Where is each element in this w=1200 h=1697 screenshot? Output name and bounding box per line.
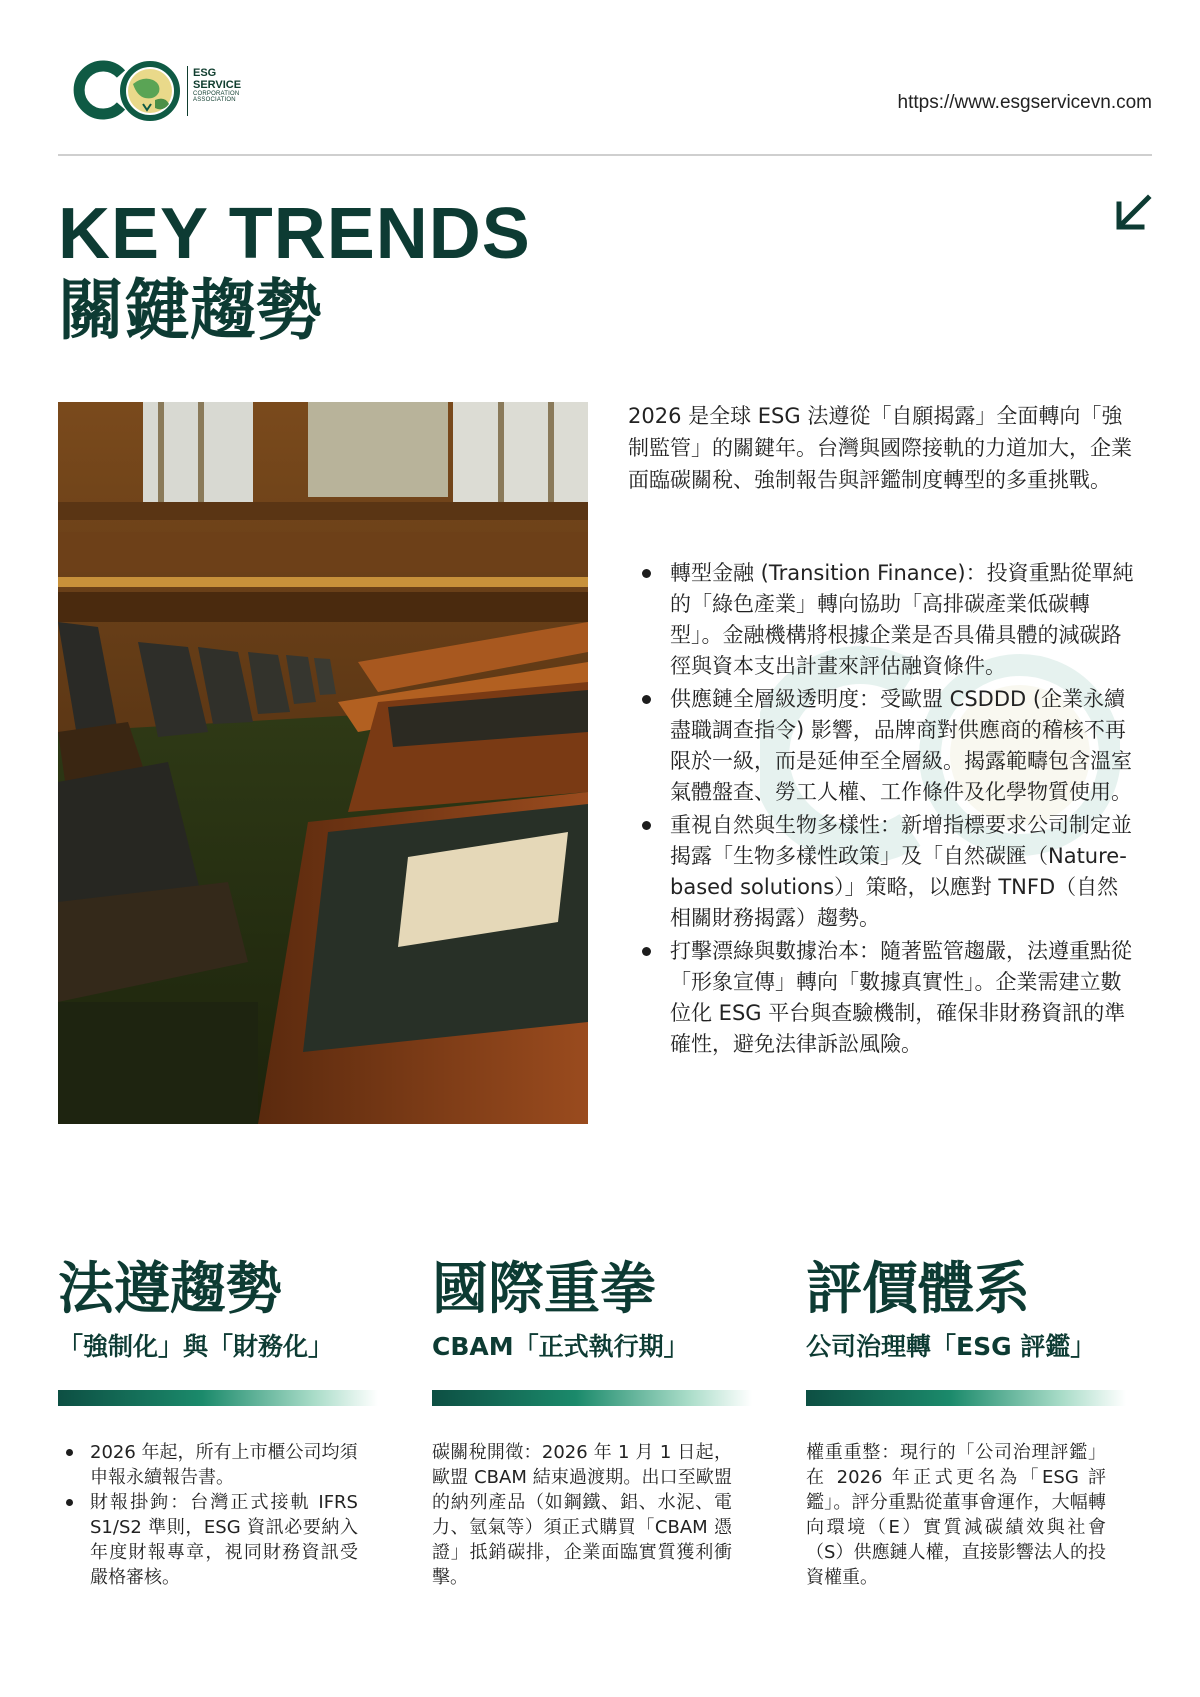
column-body: 權重重整：現行的「公司治理評鑑」在 2026 年正式更名為「ESG 評鑑」。評分重點從董事會運作，大幅轉向環境（E）實質減碳績效與社會（S）供應鏈人權，直接影響法人的投資權重。 (806, 1442, 1106, 1588)
column-subtitle: 公司治理轉「ESG 評鑑」 (806, 1332, 1096, 1361)
arrow-down-left-icon (1112, 192, 1154, 234)
rating-system-column (806, 1257, 1126, 1588)
logo-line-2: SERVICE (193, 78, 242, 91)
gradient-bar (806, 1390, 1126, 1406)
logo-line-4: ASSOCIATION (193, 97, 236, 104)
bullet-dot (642, 947, 651, 956)
globe-icon (119, 60, 181, 122)
list-item (58, 1440, 358, 1490)
bullet-dot (66, 1449, 73, 1456)
bullet-dot (66, 1499, 73, 1506)
logo-line-3: CORPORATION (193, 91, 240, 98)
list-item (638, 558, 1134, 682)
list-item (58, 1490, 358, 1590)
page-title-zh: 關鍵趨勢 (58, 272, 322, 349)
logo-divider (187, 66, 188, 116)
column-title: 評價體系 (806, 1257, 1030, 1322)
compliance-trend-column (58, 1257, 378, 1588)
bullet-dot (642, 569, 651, 578)
list-item (638, 684, 1134, 808)
gradient-bar (432, 1390, 752, 1406)
trend-text-4: 打擊漂綠與數據治本：隨著監管趨嚴，法遵重點從「形象宣傳」轉向「數據真實性」。企業需建立數位化 ESG 平台與查驗機制，確保非財務資訊的準確性，避免法律訴訟風險。 (670, 939, 1132, 1056)
chamber-photo (58, 402, 588, 1124)
header-divider (58, 154, 1152, 156)
column-body: 碳關稅開徵：2026 年 1 月 1 日起，歐盟 CBAM 結束過渡期。出口至歐盟的納列產品（如鋼鐵、鋁、水泥、電力、氫氣等）須正式購買「CBAM 憑證」抵銷碳排，企業面臨實質獲利衝擊。 (432, 1442, 732, 1588)
website-url[interactable]: https://www.esgservicevn.com (897, 92, 1152, 113)
page-title-en: KEY TRENDS (58, 194, 531, 274)
column-subtitle: CBAM「正式執行期」 (432, 1332, 689, 1361)
column-body (58, 1440, 358, 1590)
logo-text (193, 68, 241, 104)
column-subtitle: 「強制化」與「財務化」 (58, 1332, 334, 1361)
intro-paragraph: 2026 是全球 ESG 法遵從「自願揭露」全面轉向「強制監管」的關鍵年。台灣與國際接軌的力道加大，企業面臨碳關稅、強制報告與評鑑制度轉型的多重挑戰。 (628, 404, 1132, 492)
list-item (638, 810, 1134, 934)
column-title: 法遵趨勢 (58, 1257, 282, 1322)
list-item (638, 936, 1134, 1060)
trend-text-1: 轉型金融 (Transition Finance)：投資重點從單純的「綠色產業」轉向協助「高排碳產業低碳轉型」。金融機構將根據企業是否具備具體的減碳路徑與資本支出計畫來評估融資條件。 (670, 561, 1134, 678)
trend-text-2: 供應鏈全層級透明度：受歐盟 CSDDD (企業永續盡職調查指令) 影響，品牌商對供應商的稽核不再限於一級，而是延伸至全層級。揭露範疇包含溫室氣體盤查、勞工人權、工作條件及化學物質使用。 (670, 687, 1132, 804)
brand-logo (73, 58, 253, 124)
column-title: 國際重拳 (432, 1257, 656, 1322)
key-trends-list (638, 558, 1134, 1062)
gradient-bar (58, 1390, 378, 1406)
column-item-text: 財報掛鉤：台灣正式接軌 IFRS S1/S2 準則，ESG 資訊必要納入年度財報專章，視同財務資訊受嚴格審核。 (90, 1492, 358, 1588)
column-item-text: 2026 年起，所有上市櫃公司均須申報永續報告書。 (90, 1442, 358, 1488)
bullet-dot (642, 695, 651, 704)
trend-text-3: 重視自然與生物多樣性：新增指標要求公司制定並揭露「生物多樣性政策」及「自然碳匯（Nature-based solutions）」策略，以應對 TNFD（自然相關財務揭露）趨勢。 (670, 813, 1132, 930)
logo-line-1: ESG (193, 67, 217, 79)
bullet-dot (642, 821, 651, 830)
international-column (432, 1257, 752, 1588)
